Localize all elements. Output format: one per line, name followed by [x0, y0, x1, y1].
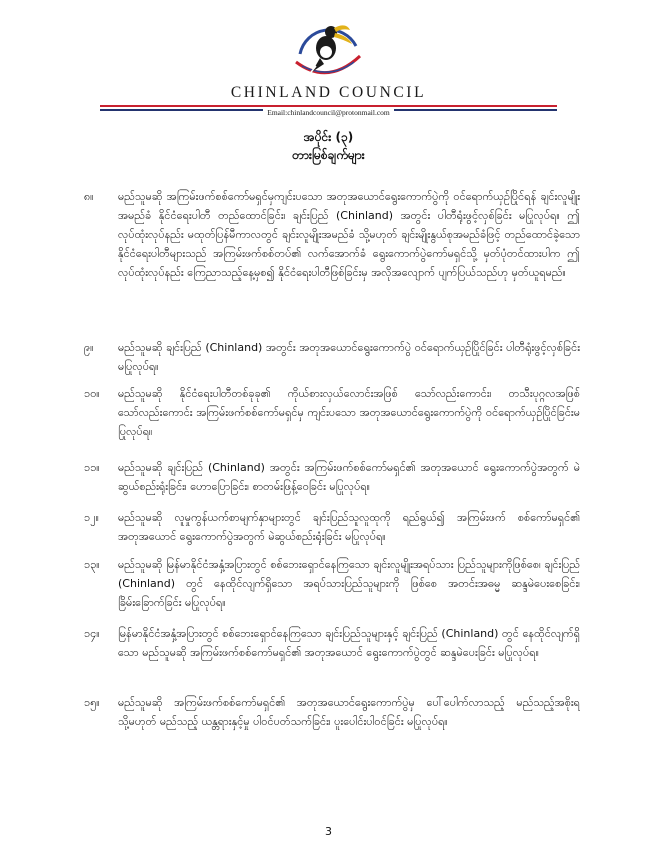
clause-text: မည်သူမဆို ချင်းပြည် (Chinland) အတွင်း အတုအယောင်ရွေးကောက်ပွဲ ဝင်ရောက်ယှဉ်ပြိုင်ခြင်း ပါတီရုံးဖွင့်လှစ်ခြင်း မပြုလုပ်ရ။: [118, 341, 580, 373]
clause-number: ၁၃။: [84, 558, 100, 571]
clause-number: ၉။: [84, 341, 94, 354]
clause-number: ၁၁။: [84, 461, 100, 474]
organization-name: CHINLAND COUNCIL: [230, 84, 427, 101]
clause-text: မည်သူမဆို မြန်မာနိုင်ငံအနှံ့အပြားတွင် စစ်ဘေးရှောင်နေကြသော ချင်းလူမျိုးအရပ်သား ပြည်သူများကိုဖြစ်စေ၊ ချင်းပြည် (Chinland) တွင် နေထိုင်လျက်ရှိသော အရပ်သားပြည်သူများကို ဖြစ်စေ အတင်းအဓမ္မ ဆန္ဒမဲပေးစေခြင်း၊ ခြိမ်းခြောက်ခြင်း မပြုလုပ်ရ။: [118, 558, 580, 609]
clause-number: ၁၅။: [84, 696, 100, 709]
page-number: 3: [325, 825, 332, 838]
section-title: တားမြစ်ချက်များ: [292, 148, 365, 162]
clause-number: ၁၀။: [84, 387, 100, 400]
clause-text: မည်သူမဆို ချင်းပြည် (Chinland) အတွင်း အကြမ်းဖက်စစ်ကော်မရှင်၏ အတုအယောင် ရွေးကောက်ပွဲအတွက် မဲဆွယ်စည်းရုံးခြင်း၊ ဟောပြောခြင်း၊ စာတမ်းဖြန့်ဝေခြင်း မပြုလုပ်ရ။: [118, 461, 580, 493]
organization-email: [0, 108, 657, 117]
clause-text: မည်သူမဆို နိုင်ငံရေးပါတီတစ်ခုခု၏ ကိုယ်စားလှယ်လောင်းအဖြစ် သော်လည်းကောင်း၊ တသီးပုဂ္ဂလအဖြစ် သော်လည်းကောင်း အကြမ်းဖက်စစ်ကော်မရှင်မှ ကျင်းပသော အတုအယောင်ရွေးကောက်ပွဲကို ဝင်ရောက်ယှဉ်ပြိုင်ခြင်းမပြုလုပ်ရ။: [118, 387, 580, 438]
clause-number: ၁၄။: [84, 627, 100, 640]
clause-text: မည်သူမဆို အကြမ်းဖက်စစ်ကော်မရှင်မှကျင်းပသော အတုအယောင်ရွေးကောက်ပွဲကို ဝင်ရောက်ယှဉ်ပြိုင်ရန် ချင်းလူမျိုးအမည်ခံ နိုင်ငံရေးပါတီ တည်ထောင်ခြင်း၊ ချင်းပြည် (Chinland) အတွင်း ပါတီရုံးဖွင့်လှစ်ခြင်း မပြုလုပ်ရ။ ဤလုပ်ထုံးလုပ်နည်း မထုတ်ပြန်မီကာလတွင် ချင်းလူမျိုးအမည်ခံ သို့မဟုတ် ချင်းမျိုးနွယ်စုအမည်ခံဖြင့် တည်ထောင်ခဲ့သော နိုင်ငံရေးပါတီများသည် အကြမ်းဖက်စစ်တပ်၏ လက်အောက်ခံ ရွေးကောက်ပွဲကော်မရှင်သို့ မှတ်ပုံတင်ထားပါက ဤလုပ်ထုံးလုပ်နည်း ကြေညာသည့်နေ့မှစ၍ နိုင်ငံရေးပါတီဖြစ်ခြင်းမှ အလိုအလျောက် ပျက်ပြယ်သည်ဟု မှတ်ယူရမည်။: [118, 190, 580, 279]
hornbill-emblem-icon: [290, 6, 366, 84]
clause-text: မည်သူမဆို အကြမ်းဖက်စစ်ကော်မရှင်၏ အတုအယောင်ရွေးကောက်ပွဲမှ ပေါ်ပေါက်လာသည့် မည်သည့်အစိုးရ သို့မဟုတ် မည်သည့် ယန္တရားနှင့်မှု ပါဝင်ပတ်သက်ခြင်း၊ ပူးပေါင်းပါဝင်ခြင်း မပြုလုပ်ရ။: [118, 696, 580, 728]
clause-number: ၈။: [84, 190, 94, 203]
section-number: အပိုင်း (၃): [303, 130, 354, 144]
email-text: Email:chinlandcouncil@protonmail.com: [263, 108, 394, 117]
clause-text: မည်သူမဆို လူမှုကွန်ယက်စာမျက်နှာများတွင် ချင်းပြည်သူလူထုကို ရည်ရွယ်၍ အကြမ်းဖက် စစ်ကော်မရှင်၏ အတုအယောင် ရွေးကောက်ပွဲအတွက် မဲဆွယ်စည်းရုံးခြင်း မပြုလုပ်ရ။: [118, 511, 580, 543]
clause-text: မြန်မာနိုင်ငံအနှံ့အပြားတွင် စစ်ဘေးရှောင်နေကြသော ချင်းပြည်သူများနှင့် ချင်းပြည် (Chinland) တွင် နေထိုင်လျက်ရှိသော မည်သူမဆို အကြမ်းဖက်စစ်ကော်မရှင်၏ အတုအယောင် ရွေးကောက်ပွဲတွင် ဆန္ဒမဲပေးခြင်း မပြုလုပ်ရ။: [118, 627, 580, 659]
clause-number: ၁၂။: [84, 511, 99, 524]
